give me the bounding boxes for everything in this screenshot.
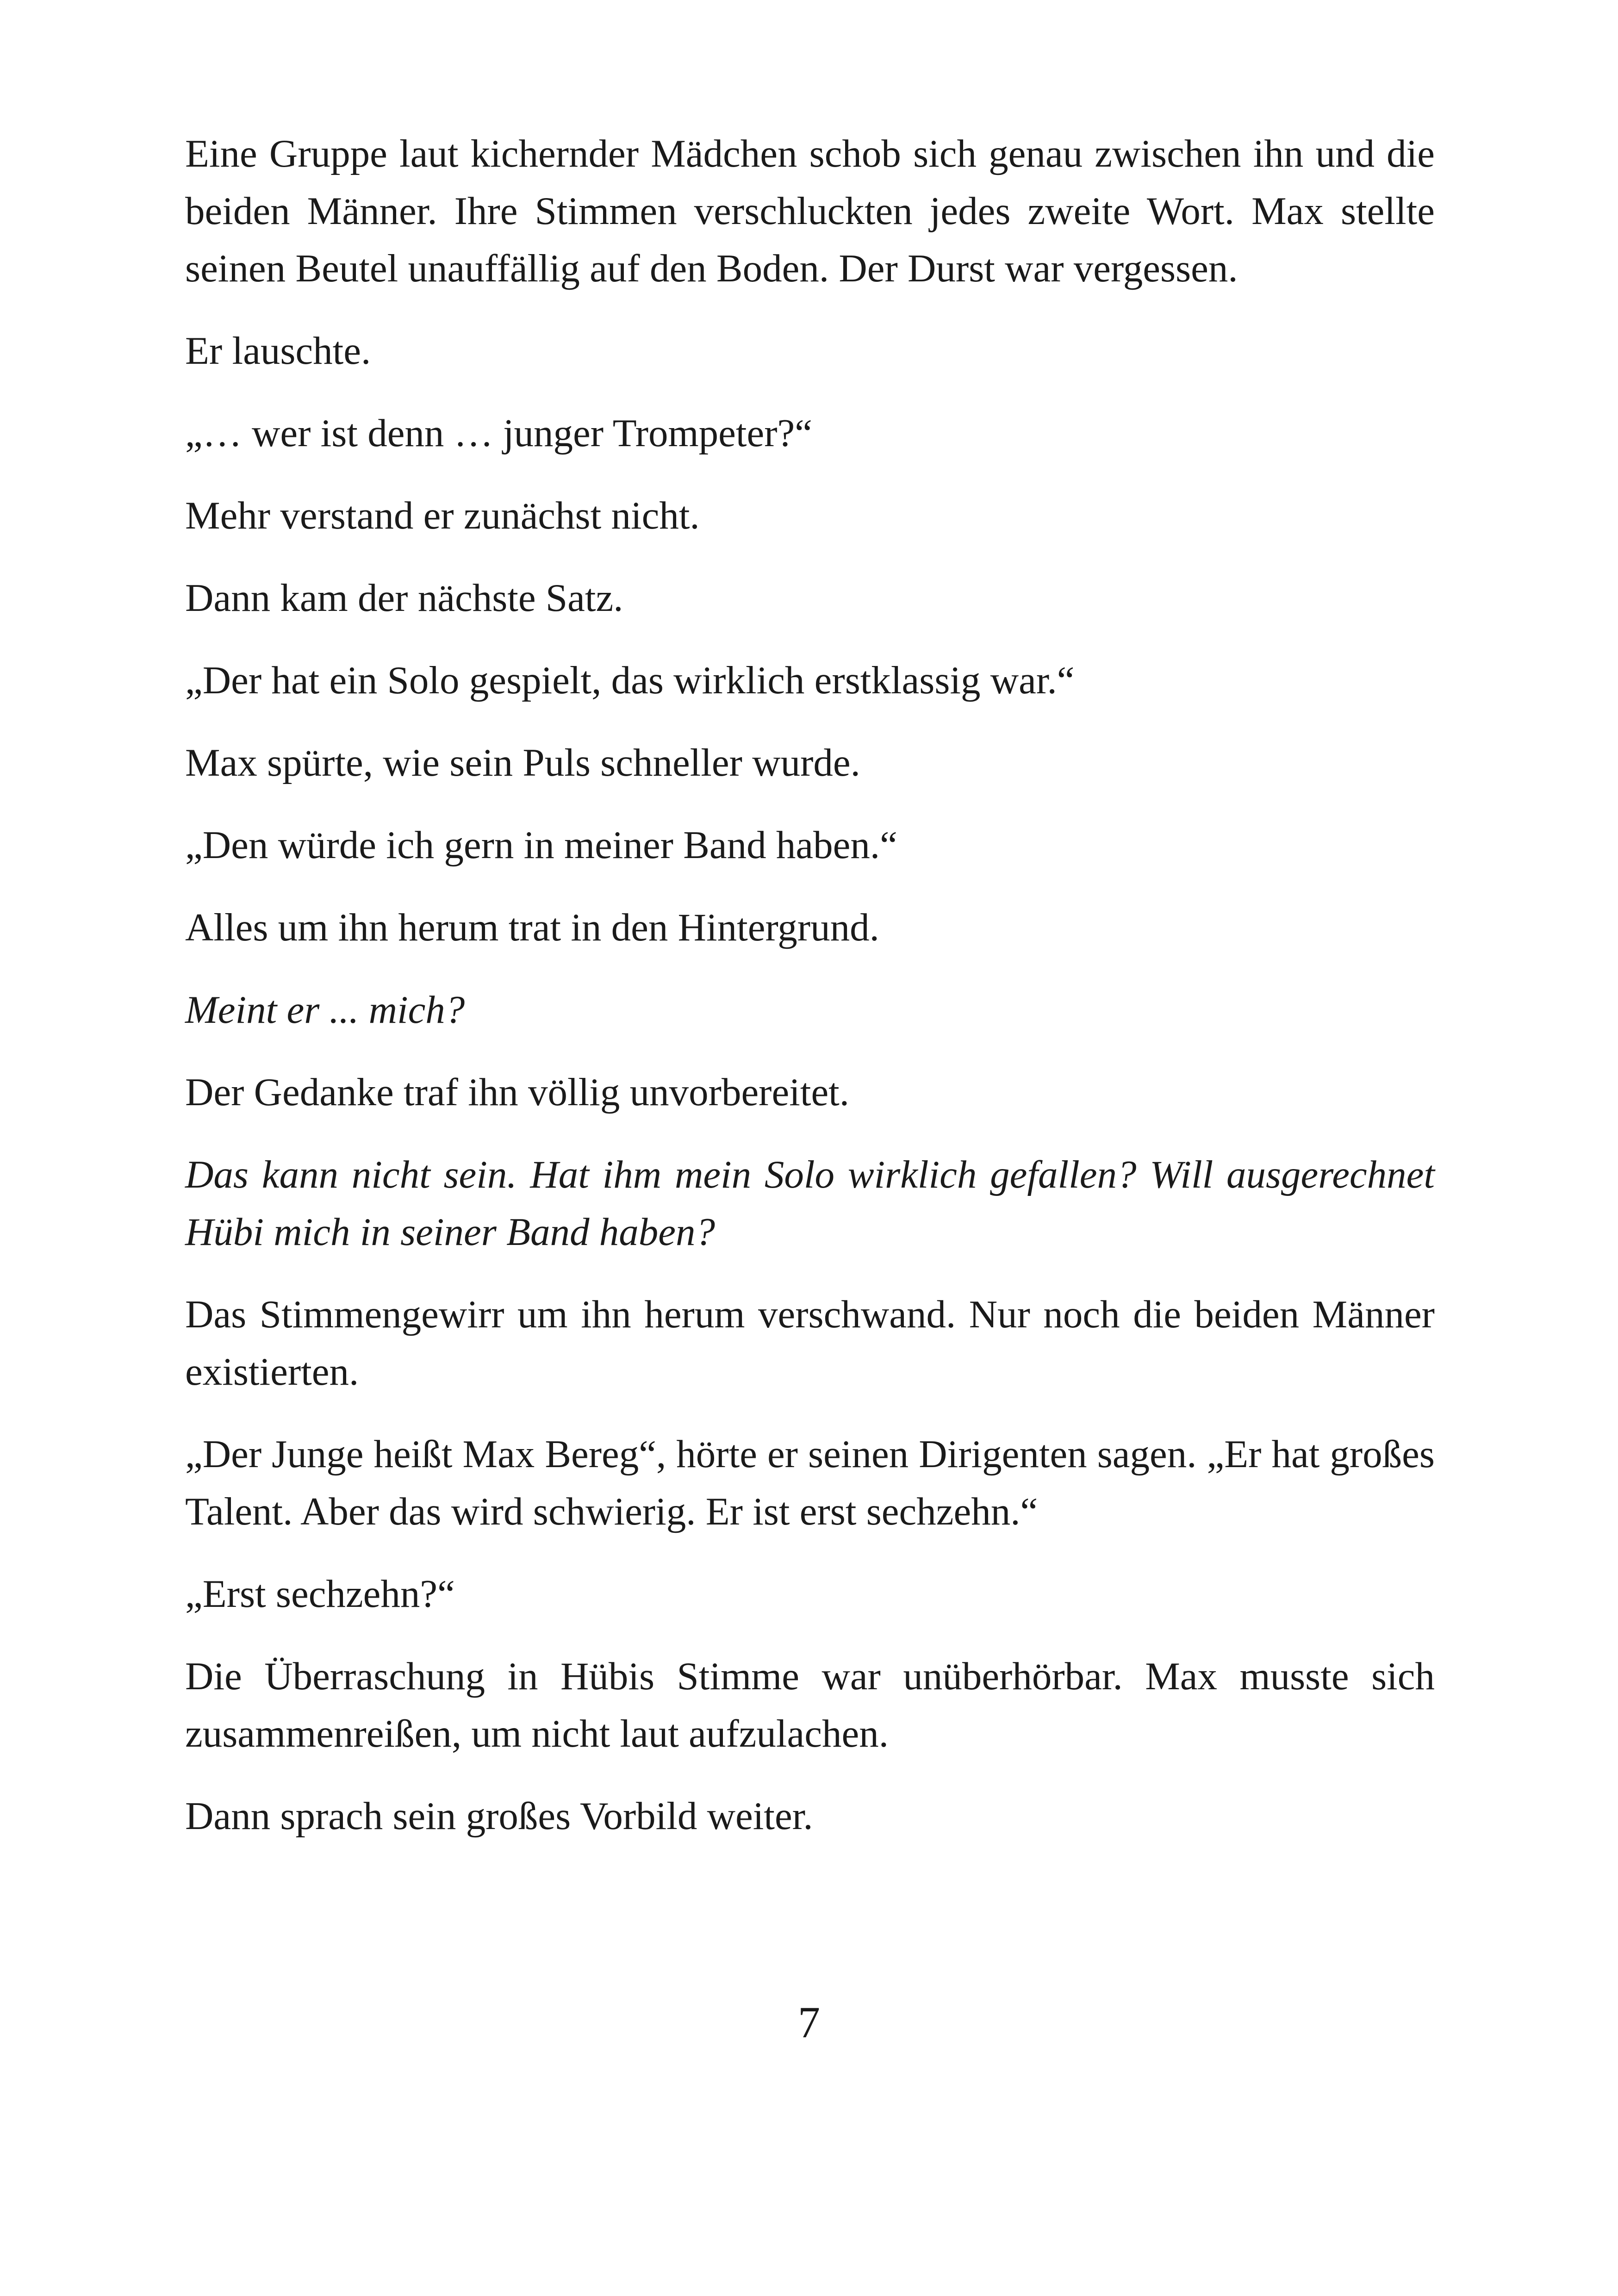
paragraph-5: Dann kam der nächste Satz.	[185, 576, 623, 620]
page-body	[185, 125, 1435, 1870]
paragraph-15: „Erst sechzehn?“	[185, 1572, 455, 1616]
paragraph-11: Der Gedanke traf ihn völlig unvorbereitet.	[185, 1070, 850, 1114]
paragraph-2: Er lauschte.	[185, 329, 371, 373]
paragraph-4: Mehr verstand er zunächst nicht.	[185, 494, 700, 537]
paragraph-3: „… wer ist denn … junger Trompeter?“	[185, 411, 812, 455]
paragraph-12-thought: Das kann nicht sein. Hat ihm mein Solo wirklich gefallen? Will ausgerechnet Hübi mich in seiner Band haben?	[185, 1153, 1435, 1254]
page-number: 7	[798, 1997, 820, 2047]
paragraph-17: Dann sprach sein großes Vorbild weiter.	[185, 1794, 813, 1838]
paragraph-1: Eine Gruppe laut kichernder Mädchen schob sich genau zwischen ihn und die beiden Männer. Ihre Stimmen verschluckten jedes zweite Wort. Max stellte seinen Beutel unauffällig auf den Boden. Der Durst war vergessen.	[185, 132, 1435, 290]
paragraph-14: „Der Junge heißt Max Bereg“, hörte er seinen Dirigenten sagen. „Er hat großes Talent. Aber das wird schwierig. Er ist erst sechzehn.“	[185, 1432, 1435, 1533]
paragraph-9: Alles um ihn herum trat in den Hintergrund.	[185, 906, 879, 949]
paragraph-10-thought: Meint er ... mich?	[185, 988, 465, 1032]
paragraph-7: Max spürte, wie sein Puls schneller wurde.	[185, 741, 860, 784]
paragraph-6: „Der hat ein Solo gespielt, das wirklich erstklassig war.“	[185, 659, 1075, 702]
paragraph-8: „Den würde ich gern in meiner Band haben.“	[185, 823, 897, 867]
paragraph-16: Die Überraschung in Hübis Stimme war unüberhörbar. Max musste sich zusammenreißen, um nicht laut aufzulachen.	[185, 1655, 1435, 1755]
paragraph-13: Das Stimmengewirr um ihn herum verschwand. Nur noch die beiden Männer existierten.	[185, 1293, 1435, 1394]
